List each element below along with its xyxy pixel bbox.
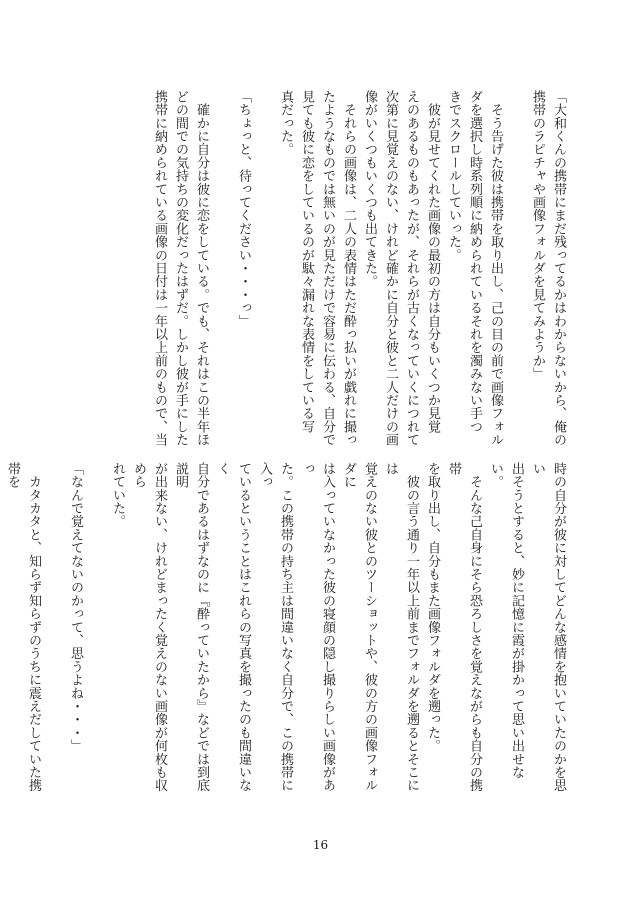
text-line: きでスクロールしていった。 [446,90,461,262]
text-line [0,462,2,792]
text-line [212,90,233,485]
text-line: たようなものでは無いのが見ただけで容易に伝わる、自分で [320,90,335,447]
text-line: は入っていなかった彼の寝顔の隠し撮りらしい画像があっ [299,462,335,792]
text-line: 携帯に納められている画像の日付は一年以上前のもので、当 [152,90,167,447]
text-line: れていた。 [110,462,125,528]
text-line: 出そうとすると、妙に記憶に霞が掛かって思い出せない。 [488,462,524,779]
text-line: 「大和くんの携帯にまだ残ってるかはわからないから、俺の [551,90,566,447]
text-line: 自分であるはずなのに『酔っていたから』などでは到底説明 [173,462,209,792]
page-number: 16 [312,838,329,852]
text-line: 時の自分が彼に対してどんな感情を抱いていたのかを思い [530,462,566,792]
text-line: それらの画像は、二人の表情はただ酔っ払いが戯れに撮っ [341,90,356,447]
text-line [254,90,275,485]
text-line: 真だった。 [278,90,293,156]
text-line: を取り出し、自分もまた画像フォルダを遡った。 [425,462,440,753]
text-line: カタカタと、知らず知らずのうちに震えだしていた携帯を [5,462,41,792]
text-line [44,462,65,792]
text-line: 覚えのない彼とのツーショットや、彼の方の画像フォルダに [341,462,377,792]
text-line: 「なんで覚えてないのかって、思うよね・・・」 [68,462,83,753]
text-line: 「ちょっと、待ってください・・・っ」 [236,90,251,328]
text-line: ダを選択し時系列順に納められているそれを濁みない手つ [467,90,482,434]
text-line: 彼の言う通り一年以上前までフォルダを遡るとそこには [383,462,419,792]
text-line: どの間での気持ちの変化だったはずだ。しかし彼が手にした [173,90,188,447]
text-line [506,90,527,485]
text-line: 像がいくつもいくつも出てきた。 [362,90,377,288]
text-line: ているということはこれらの写真を撮ったのも間違いなく [215,462,251,792]
text-line: が出来ない、けれどまったく覚えのない画像が何枚も収めら [131,462,167,792]
text-line: そんな己自身にそら恐ろしさを覚えながらも自分の携帯 [446,462,482,792]
lower-text-block [5,462,569,792]
upper-text-block [99,90,569,485]
text-line: 見ても彼に恋をしているのが駄々漏れな表情をしている写 [299,90,314,434]
text-line [86,462,107,792]
text-line: 携帯のラピチャや画像フォルダを見てみようか」 [530,90,545,381]
text-line: 次第に見覚えのない、けれど確かに自分と彼と二人だけの画 [383,90,398,447]
text-line: た。この携帯の持ち主は間違いなく自分で、この携帯に入っ [257,462,293,792]
text-line: 確かに自分は彼に恋をしている。でも、それはこの半年ほ [194,90,209,447]
text-line: えのあるものもあったが、それらが古くなっていくにつれて [404,90,419,447]
text-line: そう告げた彼は携帯を取り出し、己の目の前で画像フォル [488,90,503,447]
text-line: 彼が見せてくれた画像の最初の方は自分もいくつか見覚 [425,90,440,434]
